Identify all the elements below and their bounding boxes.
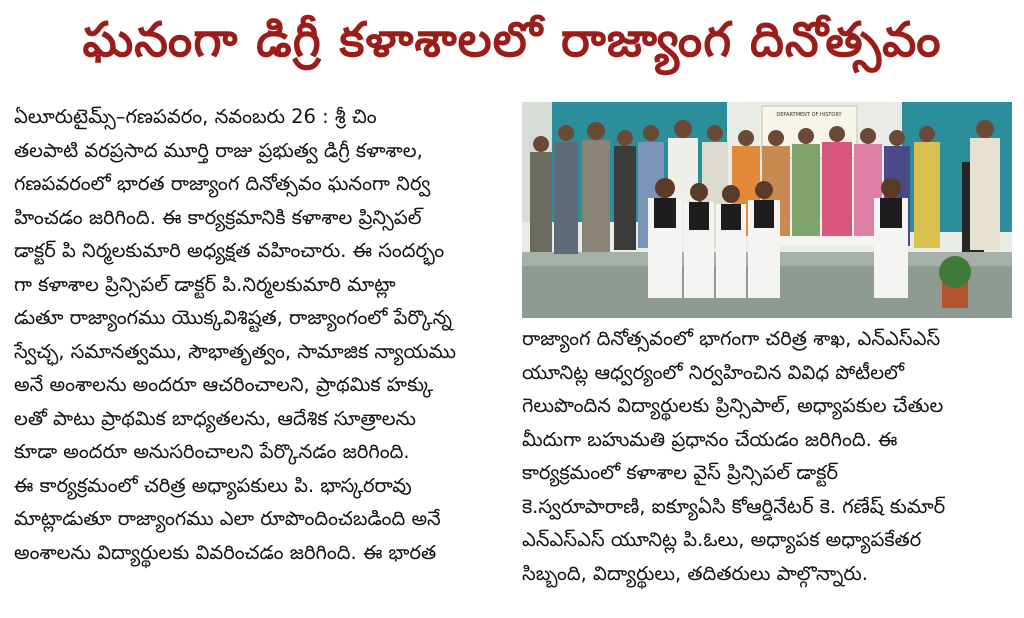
article-line: ఏలూరుటైమ్స్‌–గణపవరం, నవంబరు 26 : శ్రీ చిం (14, 105, 377, 128)
article-line: కూడా అందరూ అనుసరించాలని పేర్కొనడం జరిగింది. (14, 440, 410, 463)
article-line: లతో పాటు ప్రాథమిక బాధ్యతలను, ఆదేశిక సూత్రాలను (14, 406, 417, 430)
article-line: డుతూ రాజ్యాంగము యొక్కవిశిష్టత, రాజ్యాంగంలో పేర్కొన్న (14, 306, 453, 329)
article-line: డాక్టర్‌ పి నిర్మలకుమారి అధ్యక్షత వహించారు. ఈ సందర్భం (14, 239, 445, 262)
article-line: తలపాటి వరప్రసాద మూర్తి రాజు ప్రభుత్వ డిగ్రీ కళాశాల, (14, 138, 423, 162)
article-line: గా కళాశాల ప్రిన్సిపల్‌ డాక్టర్‌ పి.నిర్మలకుమారి మాట్లా (14, 272, 396, 296)
article-line: అంశాలను విద్యార్థులకు వివరించడం జరిగింది. ఈ భారత (14, 540, 437, 564)
event-photo (522, 102, 1012, 318)
article-line: మాట్లాడుతూ రాజ్యాంగము ఎలా రూపొందించబడింది అనే (14, 507, 441, 530)
article-line: సిబ్బంది, విద్యార్థులు, తదితరులు పాల్గొన్నారు. (522, 561, 868, 585)
article-line: హించడం జరిగింది. ఈ కార్యక్రమానికి కళాశాల ప్రిన్సిపల్‌ (14, 205, 422, 229)
headline: ఘనంగా డిగ్రీ కళాశాలలో రాజ్యాంగ దినోత్సవం (82, 12, 942, 68)
article-line: రాజ్యాంగ దినోత్సవంలో భాగంగా చరిత్ర శాఖ, ఎన్‌ఎస్‌ఎస్‌ (522, 327, 941, 350)
article-right-column (522, 322, 1012, 590)
article-line: కె.స్వరూపారాణి, ఐక్యూఏసి కోఆర్డినేటర్‌ కె. గణేష్‌ కుమార్‌ (522, 494, 946, 518)
article-line: ఈ కార్యక్రమంలో చరిత్ర అధ్యాపకులు పి. భాస్కరరావు (14, 473, 412, 497)
article-line: స్వేచ్ఛ, సమానత్వము, సౌభాతృత్వం, సామాజిక న్యాయము (14, 339, 456, 363)
article-line: అనే అంశాలను అందరూ ఆచరించాలని, ప్రాథమిక హక్కు (14, 373, 434, 396)
article-line: కార్యక్రమంలో కళాశాల వైస్‌ ప్రిన్సిపల్‌ డాక్టర్‌ (522, 461, 839, 484)
photo-banner-text: DEPARTMENT OF HISTORY (776, 112, 842, 118)
article-line: మీదుగా బహుమతి ప్రధానం చేయడం జరిగింది. ఈ (522, 427, 898, 451)
article-left-column (14, 100, 502, 569)
article-line: గణపవరంలో భారత రాజ్యాంగ దినోత్సవం ఘనంగా నిర్వ (14, 172, 431, 195)
article-line: గెలుపొందిన విద్యార్థులకు ప్రిన్సిపాల్‌, అధ్యాపకుల చేతుల (522, 394, 944, 417)
article-line: యూనిట్ల ఆధ్వర్యంలో నిర్వహించిన వివిధ పోటీలలో (522, 360, 905, 384)
article-line: ఎన్‌ఎస్‌ఎస్‌ యూనిట్ల పి.ఓలు, అధ్యాపక అధ్యాపకేతర (522, 528, 922, 551)
